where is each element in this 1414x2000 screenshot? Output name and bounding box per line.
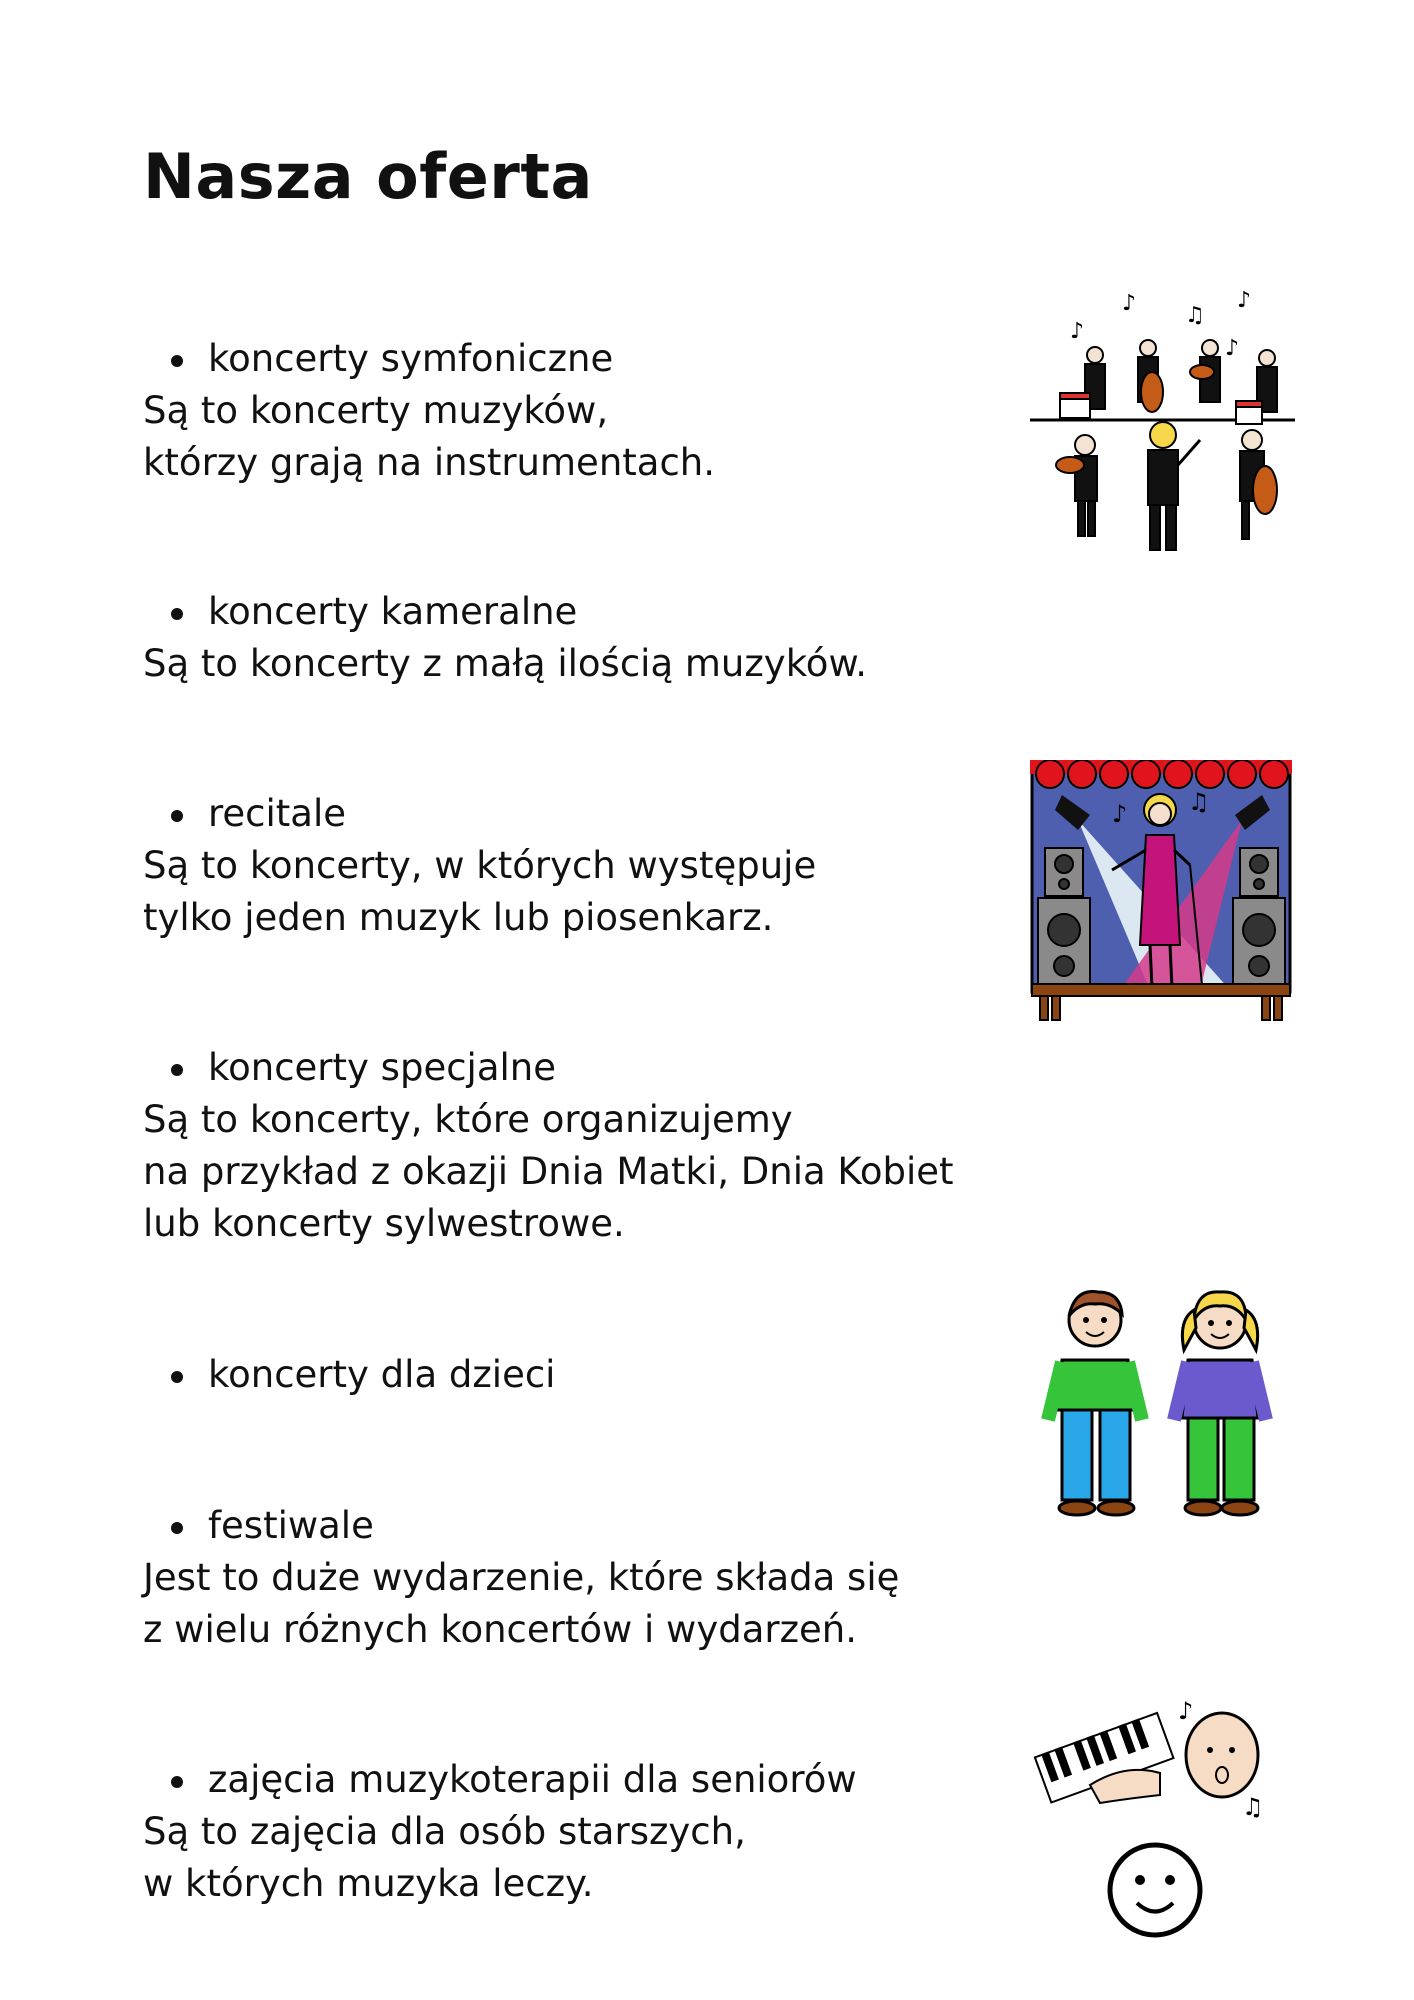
item-description-line: z wielu różnych koncertów i wydarzeń. — [143, 1608, 857, 1651]
item-description-line: Są to koncerty muzyków, — [143, 389, 609, 432]
bullet-item — [143, 1500, 963, 1552]
bullet-item — [143, 586, 963, 638]
bullet-dot — [171, 1064, 183, 1076]
svg-text:♫: ♫ — [1242, 1793, 1264, 1821]
item-label: koncerty dla dzieci — [208, 1353, 556, 1396]
item-description-line: Są to koncerty, które organizujemy — [143, 1098, 793, 1141]
item-label: koncerty kameralne — [208, 590, 578, 633]
bullet-item — [143, 1754, 963, 1806]
offer-item-recitals — [143, 788, 963, 944]
svg-text:♫: ♫ — [1188, 788, 1210, 816]
svg-text:♫: ♫ — [1185, 303, 1205, 328]
offer-item-music-therapy — [143, 1754, 963, 1910]
item-description-line: którzy grają na instrumentach. — [143, 441, 716, 484]
item-description-line: tylko jeden muzyk lub piosenkarz. — [143, 896, 774, 939]
bullet-item — [143, 788, 963, 840]
svg-text:♪: ♪ — [1237, 288, 1252, 313]
svg-text:♪: ♪ — [1112, 800, 1128, 828]
item-description-line: Są to zajęcia dla osób starszych, — [143, 1810, 746, 1853]
item-description-line: Są to koncerty z małą ilością muzyków. — [143, 642, 868, 685]
offer-item-chamber — [143, 586, 963, 690]
item-description-line: na przykład z okazji Dnia Matki, Dnia Kobiet — [143, 1150, 954, 1193]
svg-text:♪: ♪ — [1122, 291, 1137, 316]
svg-text:♪: ♪ — [1178, 1697, 1194, 1725]
bullet-dot — [171, 1371, 183, 1383]
bullet-dot — [171, 355, 183, 367]
item-label: koncerty symfoniczne — [208, 337, 614, 380]
children-icon — [1040, 1280, 1290, 1530]
item-description-line: w których muzyka leczy. — [143, 1862, 594, 1905]
bullet-item — [143, 1349, 963, 1401]
item-description-line: Jest to duże wydarzenie, które składa się — [143, 1556, 900, 1599]
singer-on-stage-icon — [1030, 760, 1292, 1025]
svg-text:♪: ♪ — [1225, 336, 1240, 361]
bullet-dot — [171, 810, 183, 822]
bullet-dot — [171, 1522, 183, 1534]
music-therapy-icon — [1030, 1695, 1290, 1950]
svg-text:♪: ♪ — [1070, 319, 1085, 344]
item-label: recitale — [208, 792, 347, 835]
offer-item-special — [143, 1042, 963, 1250]
item-description-line: Są to koncerty, w których występuje — [143, 844, 817, 887]
item-label: koncerty specjalne — [208, 1046, 556, 1089]
bullet-item — [143, 1042, 963, 1094]
bullet-item — [143, 333, 963, 385]
item-label: zajęcia muzykoterapii dla seniorów — [208, 1758, 857, 1801]
offer-item-symphonic — [143, 333, 963, 489]
offer-item-children — [143, 1349, 963, 1401]
offer-item-festivals — [143, 1500, 963, 1656]
bullet-dot — [171, 1776, 183, 1788]
page-title: Nasza oferta — [143, 140, 593, 213]
orchestra-icon — [1030, 280, 1300, 555]
item-description-line: lub koncerty sylwestrowe. — [143, 1202, 625, 1245]
item-label: festiwale — [208, 1504, 374, 1547]
bullet-dot — [171, 608, 183, 620]
